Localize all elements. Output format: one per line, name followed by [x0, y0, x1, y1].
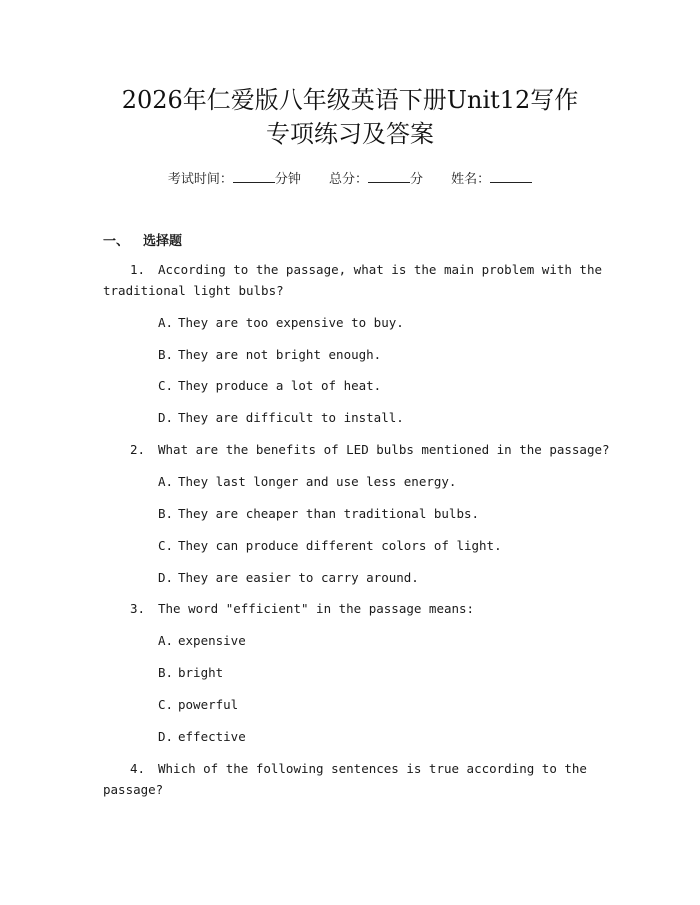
question-4-continuation: passage? — [103, 782, 164, 797]
section-title: 选择题 — [143, 234, 183, 249]
section-heading — [103, 230, 182, 249]
option-text: They are cheaper than traditional bulbs. — [178, 506, 480, 521]
question-number: 4. — [130, 761, 146, 776]
question-3-option-c[interactable] — [158, 696, 238, 714]
option-text: expensive — [178, 633, 246, 648]
option-letter: A. — [158, 315, 174, 330]
option-text: They are easier to carry around. — [178, 570, 419, 585]
question-1-option-b[interactable] — [158, 346, 381, 364]
option-text: They are not bright enough. — [178, 347, 382, 362]
question-2 — [130, 441, 610, 459]
question-1 — [130, 261, 602, 279]
question-number: 1. — [130, 262, 146, 277]
time-blank — [233, 170, 275, 183]
option-letter: C. — [158, 538, 174, 553]
question-3-option-b[interactable] — [158, 664, 223, 682]
document-title-line2: 专项练习及答案 — [266, 120, 434, 148]
score-blank — [368, 170, 410, 183]
option-letter: D. — [158, 570, 174, 585]
question-3-option-a[interactable] — [158, 632, 246, 650]
score-label: 总分： — [328, 172, 368, 187]
option-letter: C. — [158, 697, 174, 712]
time-unit: 分钟 — [274, 172, 301, 187]
question-4 — [130, 760, 587, 778]
question-1-option-c[interactable] — [158, 377, 381, 395]
option-letter: A. — [158, 633, 174, 648]
section-number: 一、 — [103, 234, 130, 249]
option-letter: B. — [158, 506, 174, 521]
option-text: effective — [178, 729, 246, 744]
question-2-option-b[interactable] — [158, 505, 479, 523]
question-text: The word "efficient" in the passage means: — [158, 601, 475, 616]
question-2-option-c[interactable] — [158, 537, 502, 555]
option-letter: A. — [158, 474, 174, 489]
question-1-option-a[interactable] — [158, 314, 404, 332]
question-number: 2. — [130, 442, 146, 457]
option-text: They are difficult to install. — [178, 410, 404, 425]
question-1-option-d[interactable] — [158, 409, 404, 427]
exam-name — [451, 170, 532, 189]
exam-score — [329, 170, 423, 189]
question-3-option-d[interactable] — [158, 728, 246, 746]
question-2-option-a[interactable] — [158, 473, 456, 491]
option-text: They are too expensive to buy. — [178, 315, 404, 330]
option-letter: D. — [158, 410, 174, 425]
option-text: They produce a lot of heat. — [178, 378, 382, 393]
option-text: They last longer and use less energy. — [178, 474, 457, 489]
exam-meta-row — [0, 170, 700, 189]
option-letter: B. — [158, 665, 174, 680]
name-label: 姓名： — [451, 172, 491, 187]
option-letter: D. — [158, 729, 174, 744]
option-letter: C. — [158, 378, 174, 393]
option-text: They can produce different colors of light. — [178, 538, 502, 553]
question-text: What are the benefits of LED bulbs mentioned in the passage? — [158, 442, 610, 457]
name-blank — [490, 170, 532, 183]
option-text: powerful — [178, 697, 239, 712]
option-letter: B. — [158, 347, 174, 362]
question-3 — [130, 600, 474, 618]
question-text: Which of the following sentences is true according to the — [158, 761, 587, 776]
score-unit: 分 — [410, 172, 424, 187]
question-1-continuation: traditional light bulbs? — [103, 283, 284, 298]
document-title-line1: 2026年仁爱版八年级英语下册Unit12写作 — [121, 86, 579, 114]
question-number: 3. — [130, 601, 146, 616]
option-text: bright — [178, 665, 224, 680]
time-label: 考试时间： — [167, 172, 233, 187]
question-text: According to the passage, what is the main problem with the — [158, 262, 603, 277]
exam-time — [168, 170, 301, 189]
question-2-option-d[interactable] — [158, 569, 419, 587]
